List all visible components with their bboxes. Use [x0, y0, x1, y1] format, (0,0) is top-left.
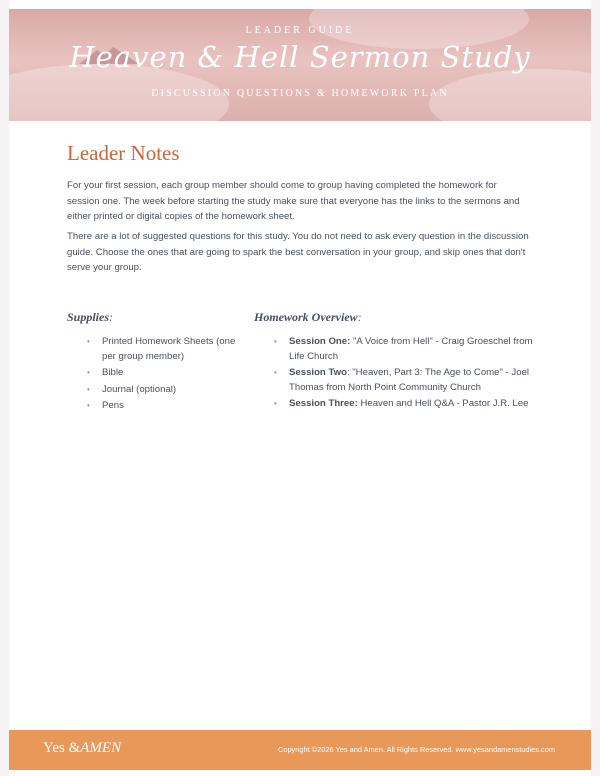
homework-heading: Homework Overview: [254, 310, 362, 324]
footer [9, 730, 591, 770]
list-item: • Printed Homework Sheets (one per group member) [87, 336, 236, 362]
list-item: • Pens [87, 400, 124, 411]
list-item: • Session One: "A Voice from Hell" - Craig Groeschel from Life Church [274, 336, 533, 362]
list-item: • Session Two: "Heaven, Part 3: The Age to Come" - Joel Thomas from North Point Community Church [274, 367, 530, 393]
supplies-heading: Supplies: [67, 310, 114, 324]
homework-list [274, 335, 539, 414]
leader-notes-paragraph-1: For your first session, each group member should come to group having completed the homework for session one. The week before starting the study make sure that everyone has the links to the sermons and either printed or digital copies of the homework sheet. [67, 180, 520, 223]
page [9, 0, 591, 776]
banner-kicker: LEADER GUIDE [245, 25, 355, 36]
copyright-text: Copyright ©2026 Yes and Amen. All Rights Reserved. www.yesandamenstudies.com [278, 745, 555, 754]
leader-notes-heading: Leader Notes [67, 141, 180, 165]
supplies-list [87, 335, 247, 416]
leader-notes-paragraph-2: There are a lot of suggested questions for this study. You do not need to ask every question in the discussion guide. Choose the ones that are going to spark the best conversation in your group, and skip ones that don't serve your group. [67, 231, 529, 274]
list-item: • Session Three: Heaven and Hell Q&A - Pastor J.R. Lee [274, 398, 529, 409]
yes-and-amen-logo: Yes &AMEN [43, 740, 122, 756]
list-item: • Bible [87, 367, 124, 378]
banner-subtitle: DISCUSSION QUESTIONS & HOMEWORK PLAN [151, 88, 449, 99]
header-banner [9, 9, 591, 121]
list-item: • Journal (optional) [87, 383, 177, 395]
banner-title: Heaven & Hell Sermon Study [69, 40, 531, 74]
